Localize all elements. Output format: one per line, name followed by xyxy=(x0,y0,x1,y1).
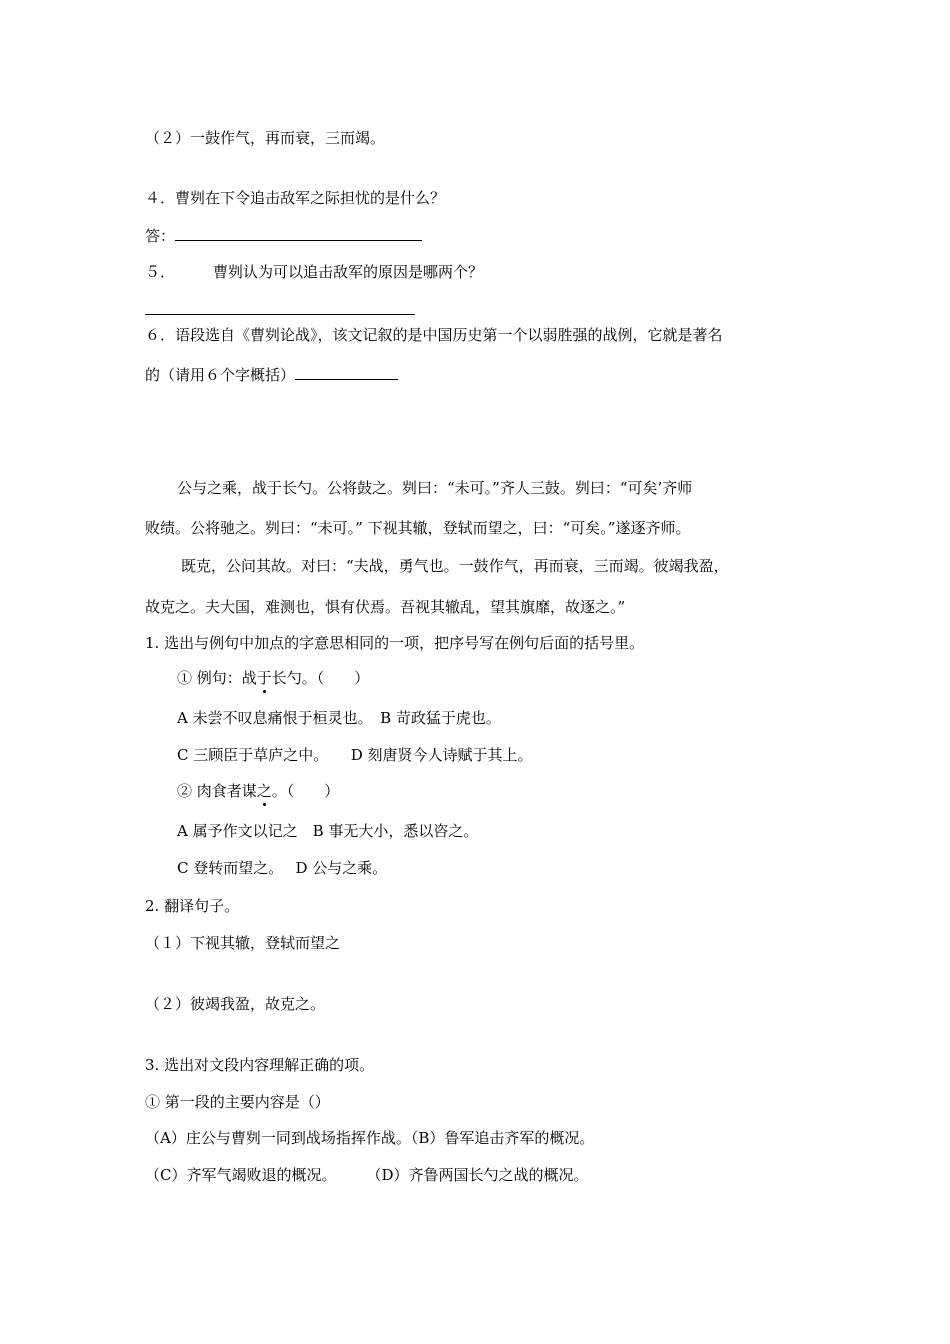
question-6-line-1: ６．语段选自《曹刿论战》，该文记叙的是中国历史第一个以弱胜强的战例，它就是著名 xyxy=(145,326,723,344)
answer-label: 答： xyxy=(145,227,176,245)
question-6-text: 的（请用６个字概括） xyxy=(145,366,296,384)
question-2-title: 2. 翻译句子。 xyxy=(145,897,240,915)
question-3-sub-1: ① 第一段的主要内容是（） xyxy=(145,1093,330,1111)
question-1-options-c-d: C 三顾臣于草庐之中。 D 刻唐贤今人诗赋于其上。 xyxy=(177,746,533,764)
question-2-item-1: （１）下视其辙，登轼而望之 xyxy=(145,934,341,952)
question-6-answer-blank[interactable] xyxy=(295,365,398,380)
question-5-text: 曹刿认为可以追击敌军的原因是哪两个？ xyxy=(213,263,484,281)
question-5-answer-blank[interactable] xyxy=(145,314,415,315)
dotted-character: 之 xyxy=(256,782,272,800)
example-1-suffix: 长勺。（ ） xyxy=(271,669,370,687)
question-5 xyxy=(145,262,483,282)
question-4-answer xyxy=(145,226,422,246)
question-2-item-2: （２）彼竭我盈，故克之。 xyxy=(145,995,326,1013)
passage-p2-line-1: 既克，公问其故。对曰：“夫战，勇气也。一鼓作气，再而衰，三而竭。彼竭我盈， xyxy=(181,557,729,575)
question-3-options-c-d: （C）齐军气竭败退的概况。 （D）齐鲁两国长勺之战的概况。 xyxy=(145,1166,589,1184)
passage-p1-line-1: 公与之乘，战于长勺。公将鼓之。刿曰：“未可。”齐人三鼓。刿曰：“可矣’齐师 xyxy=(177,479,693,497)
example-2-prefix: ② 肉食者谋 xyxy=(177,782,257,800)
question-1-example-2 xyxy=(177,781,339,801)
question-4: ４．曹刿在下令追击敌军之际担忧的是什么？ xyxy=(145,189,446,207)
passage-p2-line-2: 故克之。夫大国，难测也，惧有伏焉。吾视其辙乱，望其旗靡，故逐之。” xyxy=(145,598,626,616)
answer-blank[interactable] xyxy=(175,226,422,241)
question-1-options-a-b: A 未尝不叹息痛恨于桓灵也。 B 苛政猛于虎也。 xyxy=(177,709,501,727)
question-5-number: ５． xyxy=(145,263,176,281)
question-1-example-2-options-a-b: A 属予作文以记之 B 事无大小，悉以咨之。 xyxy=(177,822,479,840)
question-1-title: 1. 选出与例句中加点的字意思相同的一项，把序号写在例句后面的括号里。 xyxy=(145,634,645,652)
example-1-prefix: ① 例句：战 xyxy=(177,669,257,687)
question-1-example-1 xyxy=(177,668,369,688)
example-2-suffix: 。（ ） xyxy=(271,782,340,800)
dotted-character: 于 xyxy=(256,669,272,687)
question-3-title: 3. 选出对文段内容理解正确的项。 xyxy=(145,1056,375,1074)
question-1-example-2-options-c-d: C 登转而望之。 D 公与之乘。 xyxy=(177,859,388,877)
answer-line-2: （２）一鼓作气，再而衰，三而竭。 xyxy=(145,129,386,147)
question-3-options-a-b: （A）庄公与曹刿一同到战场指挥作战。（B）鲁军追击齐军的概况。 xyxy=(145,1129,595,1147)
passage-p1-line-2: 败绩。公将驰之。刿曰：“未可。” 下视其辙，登轼而望之，曰：“可矣。”遂逐齐师。 xyxy=(145,519,691,537)
question-6-line-2 xyxy=(145,365,398,385)
